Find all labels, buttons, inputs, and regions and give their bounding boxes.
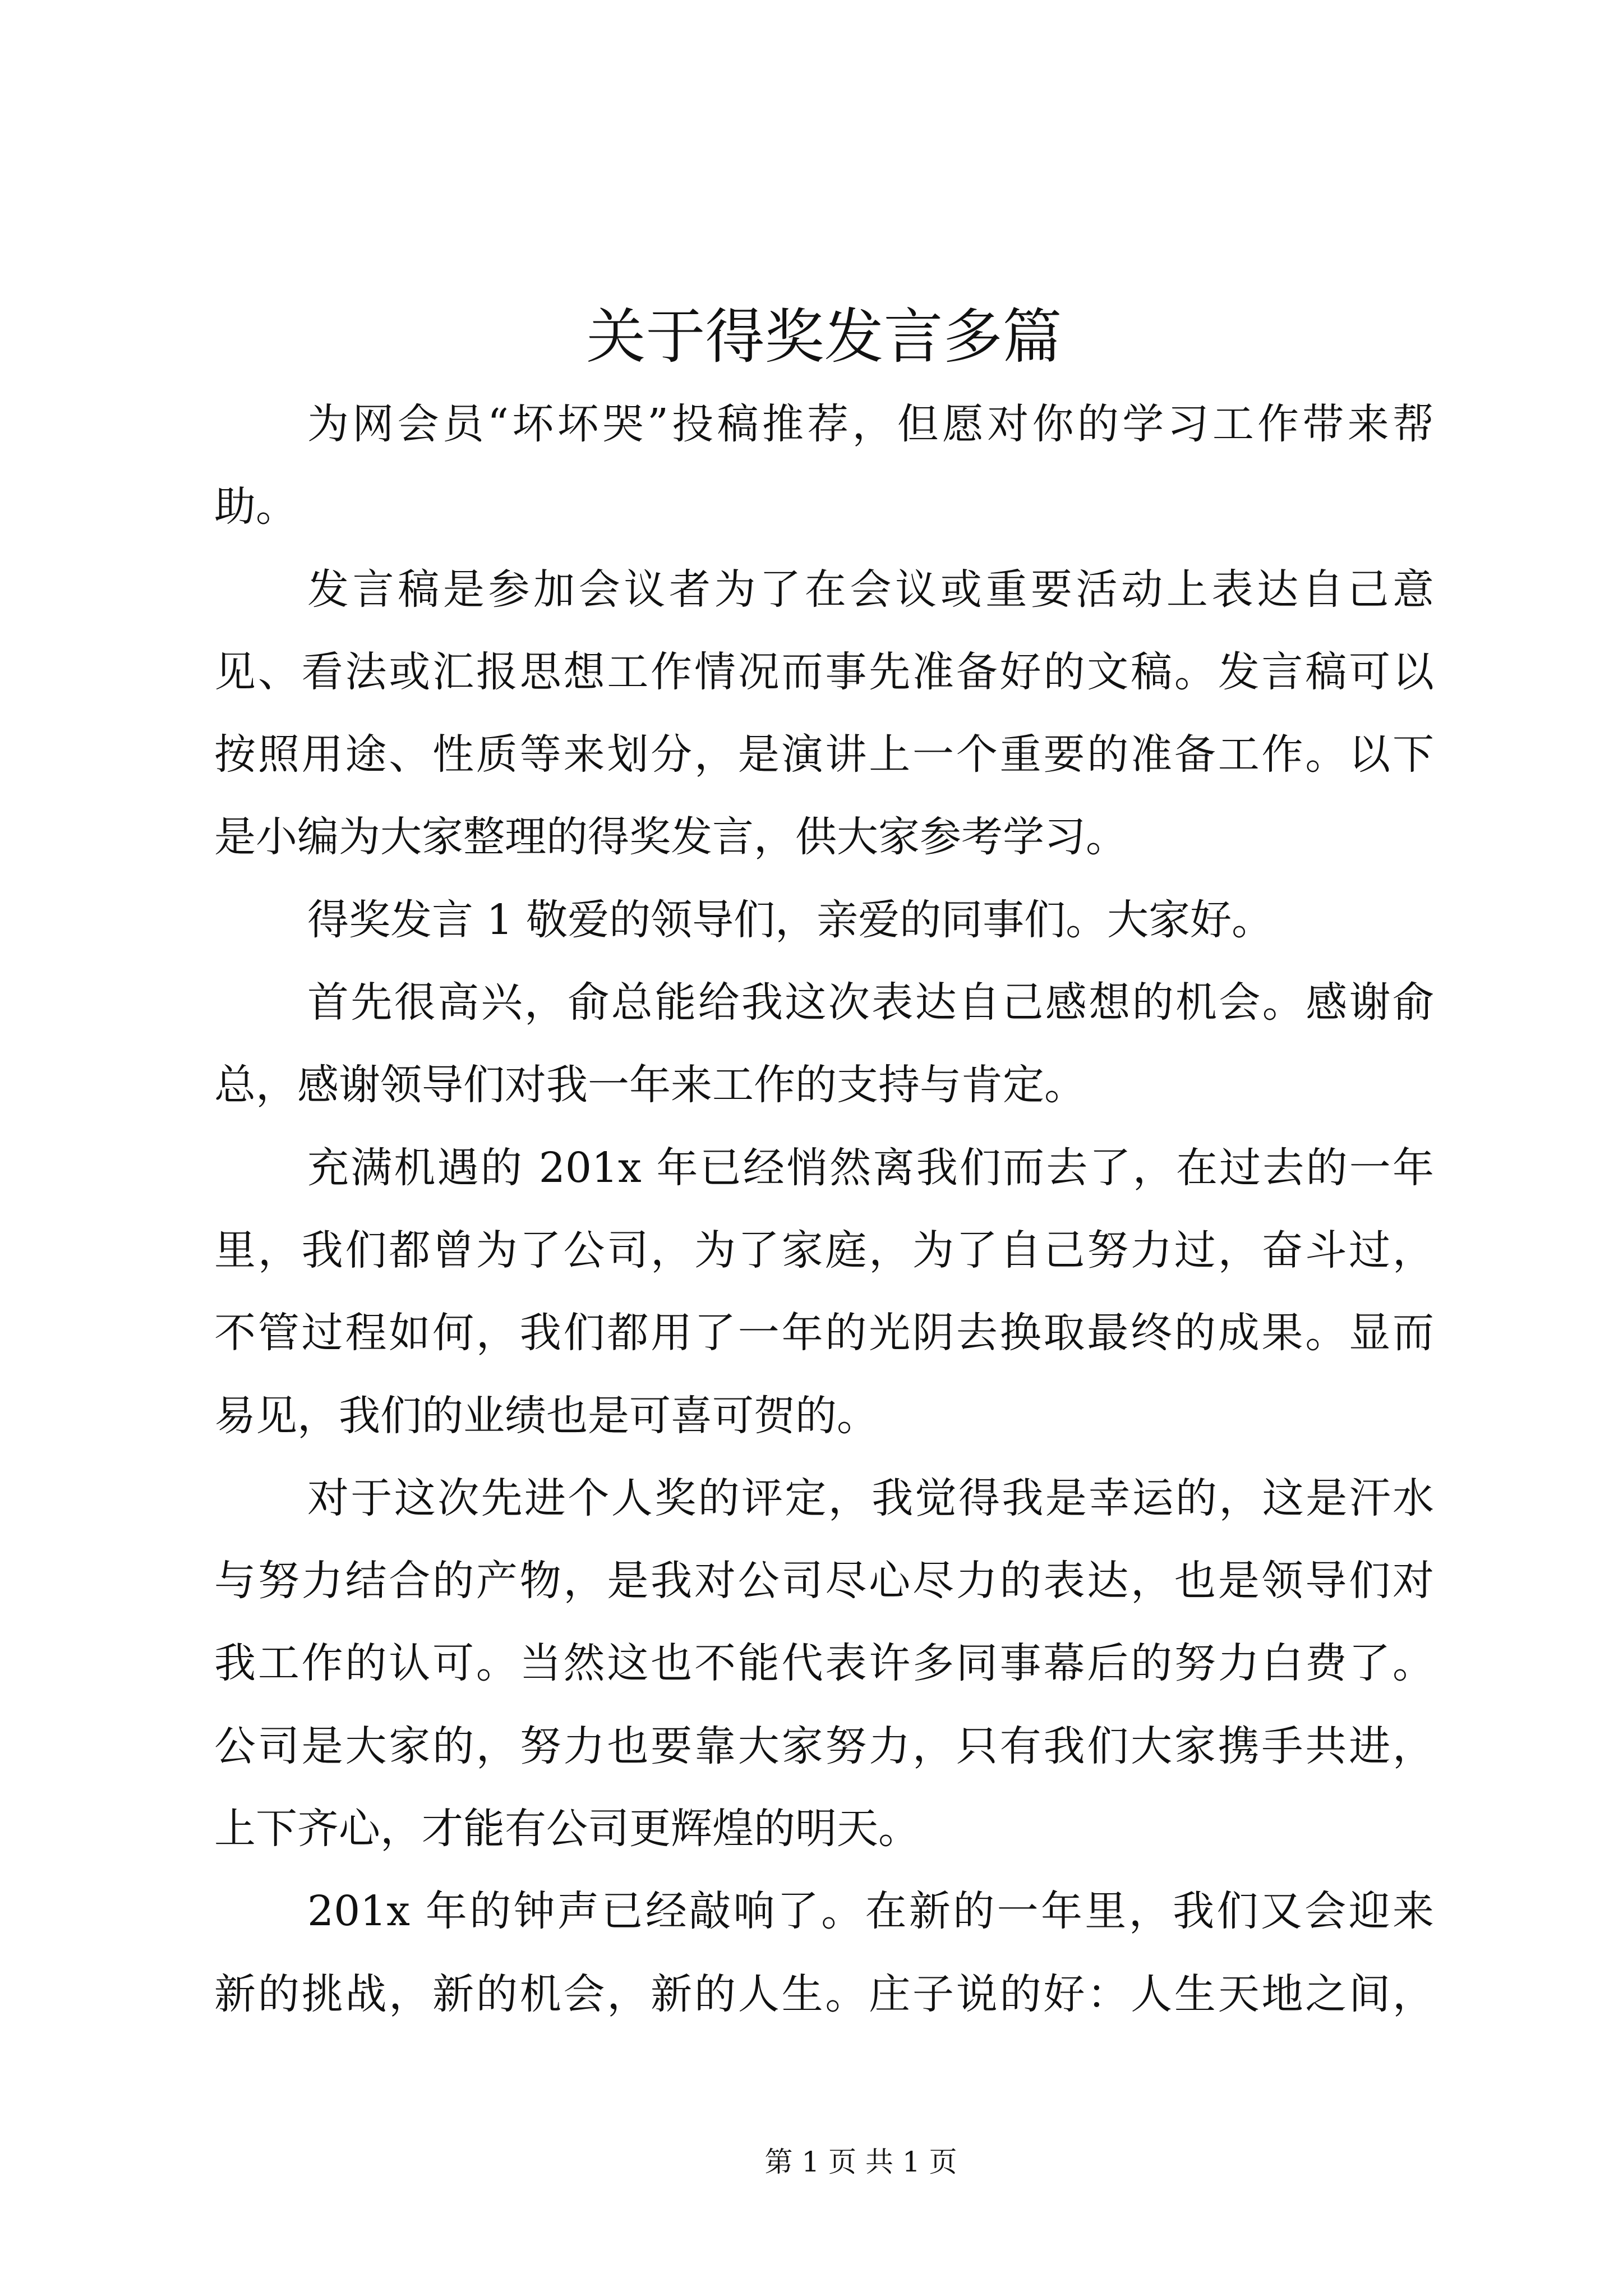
paragraph (214, 879, 1434, 961)
paragraph-line: 对于这次先进个人奖的评定，我觉得我是幸运的，这是汗水 (307, 1474, 1434, 1522)
paragraph-line: 按照用途、性质等来划分，是演讲上一个重要的准备工作。以下 (214, 730, 1434, 779)
paragraph-line: 我工作的认可。当然这也不能代表许多同事幕后的努力白费了。 (214, 1639, 1434, 1688)
paragraph (214, 1870, 1434, 2036)
document-body (214, 383, 1434, 2036)
page-footer: 第 1 页 共 1 页 (764, 2146, 957, 2178)
paragraph-line: 发言稿是参加会议者为了在会议或重要活动上表达自己意 (307, 565, 1434, 614)
paragraph (214, 549, 1434, 879)
paragraph-line: 为网会员“坏坏哭”投稿推荐，但愿对你的学习工作带来帮 (307, 400, 1434, 448)
paragraph-line: 新的挑战，新的机会，新的人生。庄子说的好：人生天地之间， (214, 1970, 1434, 2018)
paragraph-line: 助。 (214, 482, 297, 531)
paragraph-line: 充满机遇的 201x 年已经悄然离我们而去了，在过去的一年 (307, 1143, 1434, 1192)
paragraph (214, 961, 1434, 1127)
paragraph-line: 201x 年的钟声已经敲响了。在新的一年里，我们又会迎来 (307, 1887, 1434, 1936)
paragraph-line: 公司是大家的，努力也要靠大家努力，只有我们大家携手共进， (214, 1722, 1434, 1770)
paragraph-line: 不管过程如何，我们都用了一年的光阴去换取最终的成果。显而 (214, 1309, 1434, 1358)
paragraph-line: 首先很高兴，俞总能给我这次表达自己感想的机会。感谢俞 (307, 978, 1434, 1027)
paragraph-line: 得奖发言 1 敬爱的领导们，亲爱的同事们。大家好。 (307, 895, 1274, 944)
paragraph (214, 1457, 1434, 1870)
paragraph-line: 见、看法或汇报思想工作情况而事先准备好的文稿。发言稿可以 (214, 647, 1434, 696)
paragraph-line: 总，感谢领导们对我一年来工作的支持与肯定。 (214, 1061, 1086, 1110)
document-title: 关于得奖发言多篇 (586, 302, 1062, 371)
paragraph-line: 易见，我们的业绩也是可喜可贺的。 (214, 1391, 878, 1440)
paragraph-line: 上下齐心，才能有公司更辉煌的明天。 (214, 1805, 920, 1853)
paragraph-line: 与努力结合的产物，是我对公司尽心尽力的表达，也是领导们对 (214, 1557, 1434, 1605)
paragraph-line: 是小编为大家整理的得奖发言，供大家参考学习。 (214, 813, 1127, 862)
paragraph-line: 里，我们都曾为了公司，为了家庭，为了自己努力过，奋斗过， (214, 1226, 1434, 1274)
paragraph (214, 1127, 1434, 1457)
paragraph (214, 383, 1434, 549)
